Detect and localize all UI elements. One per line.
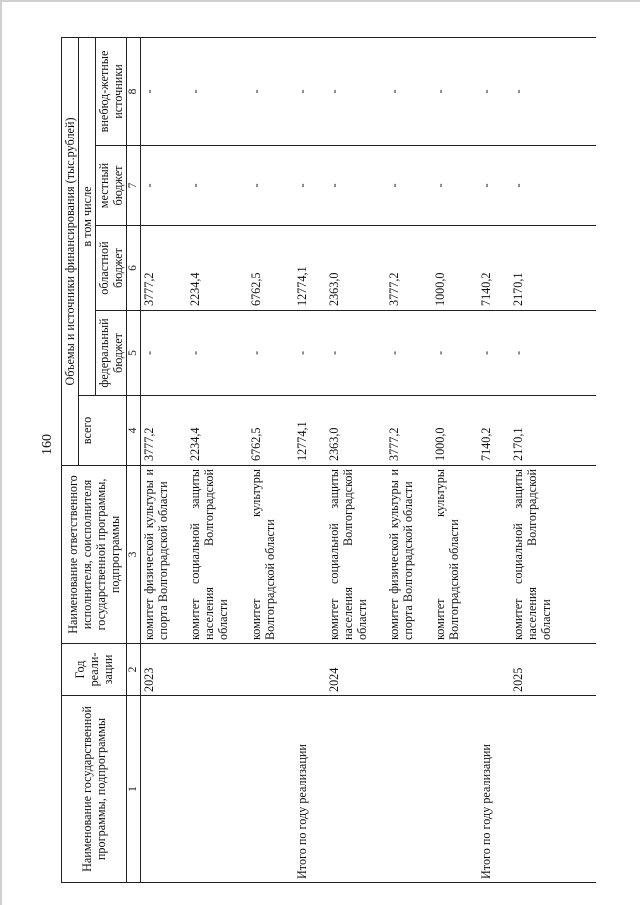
table-row <box>248 37 278 882</box>
header-including: в том числе <box>79 37 96 395</box>
table-row <box>326 37 370 882</box>
cell-executor: комитет физической культуры и спорта Волгоградской области <box>386 466 416 644</box>
page-number: 160 <box>40 434 55 455</box>
cell-regional: 3777,2 <box>141 226 172 311</box>
cell-regional: 1000,0 <box>432 226 462 311</box>
cell-name <box>386 696 416 883</box>
header-year: Год реали-зации <box>62 644 127 696</box>
cell-year <box>294 644 310 696</box>
cell-executor: комитет социальной защиты населения Волгоградской области <box>326 466 370 644</box>
cell-year <box>187 644 231 696</box>
cell-executor: комитет социальной защиты населения Волгоградской области <box>187 466 231 644</box>
table-row <box>187 37 231 882</box>
cell-local: - <box>294 146 310 226</box>
column-number-6: 6 <box>127 226 141 311</box>
cell-local: - <box>187 146 231 226</box>
cell-federal: - <box>478 311 494 396</box>
cell-year: 2024 <box>326 644 370 696</box>
cell-extra: - <box>141 37 172 145</box>
cell-total: 2234,4 <box>187 396 231 466</box>
cell-name <box>248 696 278 883</box>
cell-federal: - <box>510 311 554 396</box>
cell-regional: 2234,4 <box>187 226 231 311</box>
header-funding-group: Объемы и источники финансирования (тыс.рублей) <box>62 37 79 465</box>
table-row <box>141 37 172 882</box>
column-number-4: 4 <box>127 396 141 466</box>
cell-name <box>326 696 370 883</box>
column-number-5: 5 <box>127 311 141 396</box>
cell-extra: - <box>510 37 554 145</box>
cell-federal: - <box>432 311 462 396</box>
scan-edge-top <box>0 0 640 2</box>
cell-total: 7140,2 <box>478 396 494 466</box>
cell-year <box>432 644 462 696</box>
cell-total: 12774,1 <box>294 396 310 466</box>
cell-extra: - <box>294 37 310 145</box>
column-number-8: 8 <box>127 37 141 145</box>
cell-federal: - <box>326 311 370 396</box>
cell-federal: - <box>294 311 310 396</box>
funding-table <box>61 37 596 883</box>
header-program-name: Наименование государственной программы, подпрограммы <box>62 696 127 883</box>
cell-extra: - <box>187 37 231 145</box>
column-number-7: 7 <box>127 146 141 226</box>
cell-local: - <box>141 146 172 226</box>
cell-extra: - <box>386 37 416 145</box>
cell-extra: - <box>326 37 370 145</box>
cell-total: 3777,2 <box>386 396 416 466</box>
column-number-1: 1 <box>127 696 141 883</box>
cell-total: 2363,0 <box>326 396 370 466</box>
cell-year <box>248 644 278 696</box>
header-extra: внебюд-жетные источники <box>96 37 127 145</box>
cell-total: 6762,5 <box>248 396 278 466</box>
cell-total: 1000,0 <box>432 396 462 466</box>
cell-executor: комитет физической культуры и спорта Волгоградской области <box>141 466 172 644</box>
cell-extra: - <box>432 37 462 145</box>
scan-edge-left <box>0 0 2 905</box>
header-regional: областной бюджет <box>96 226 127 311</box>
cell-federal: - <box>248 311 278 396</box>
column-number-2: 2 <box>127 644 141 696</box>
cell-regional: 7140,2 <box>478 226 494 311</box>
cell-extra: - <box>248 37 278 145</box>
cell-regional: 6762,5 <box>248 226 278 311</box>
cell-federal: - <box>386 311 416 396</box>
cell-name: Итого по году реализации <box>294 696 310 883</box>
table-row-year-total <box>478 37 494 882</box>
cell-regional: 3777,2 <box>386 226 416 311</box>
cell-local: - <box>478 146 494 226</box>
header-total: всего <box>79 396 127 466</box>
cell-name <box>187 696 231 883</box>
table-row <box>510 37 554 882</box>
cell-total: 3777,2 <box>141 396 172 466</box>
cell-executor: комитет социальной защиты населения Волгоградской области <box>510 466 554 644</box>
cell-local: - <box>248 146 278 226</box>
cell-year <box>478 644 494 696</box>
cell-executor: комитет культуры Волгоградской области <box>432 466 462 644</box>
cell-name: Итого по году реализации <box>478 696 494 883</box>
table-row-year-total <box>294 37 310 882</box>
header-executor: Наименование ответственного исполнителя, соисполнителя государственной программы, подпрограммы <box>62 466 127 644</box>
cell-regional: 2170,1 <box>510 226 554 311</box>
cell-year: 2023 <box>141 644 172 696</box>
table-row <box>432 37 462 882</box>
cell-local: - <box>510 146 554 226</box>
cell-regional: 12774,1 <box>294 226 310 311</box>
column-number-3: 3 <box>127 466 141 644</box>
cell-name <box>510 696 554 883</box>
header-local: местный бюджет <box>96 146 127 226</box>
cell-regional: 2363,0 <box>326 226 370 311</box>
cell-federal: - <box>141 311 172 396</box>
cell-executor <box>294 466 310 644</box>
cell-extra: - <box>478 37 494 145</box>
cell-executor <box>478 466 494 644</box>
cell-local: - <box>386 146 416 226</box>
cell-local: - <box>326 146 370 226</box>
cell-federal: - <box>187 311 231 396</box>
cell-total: 2170,1 <box>510 396 554 466</box>
cell-year: 2025 <box>510 644 554 696</box>
cell-name <box>432 696 462 883</box>
header-federal: федеральный бюджет <box>96 311 127 396</box>
cell-year <box>386 644 416 696</box>
cell-name <box>141 696 172 883</box>
rotated-table-container <box>61 38 640 883</box>
cell-executor: комитет культуры Волгоградской области <box>248 466 278 644</box>
table-row <box>386 37 416 882</box>
cell-local: - <box>432 146 462 226</box>
